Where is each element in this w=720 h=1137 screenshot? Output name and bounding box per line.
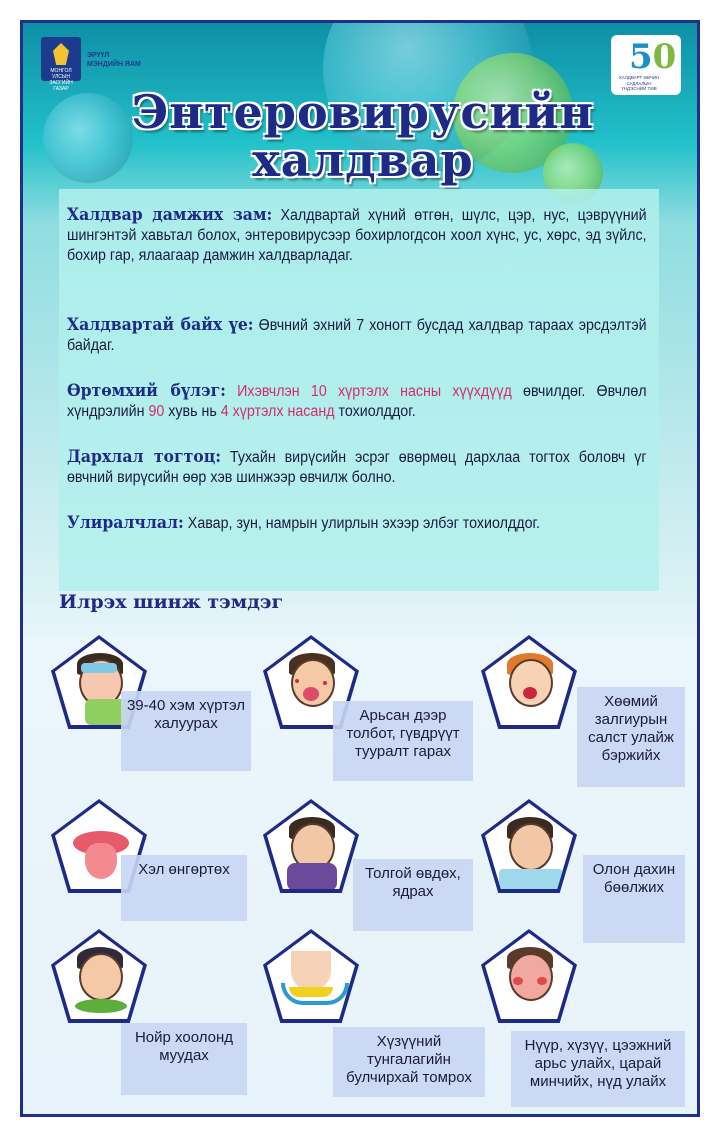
symptom-label: Олон дахин бөөлжих <box>583 855 685 943</box>
info-text: Тухайн вирүсийн эсрэг өвөрмөц дархлаа тогтох боловч үг өвчний вирүсийн өөр хэв шинжээр өвчилж болно. <box>67 449 647 486</box>
page-title-line-1: Энтеровирусийн <box>131 85 595 139</box>
info-label: Улиралчлал: <box>67 513 184 533</box>
poster-frame <box>20 20 700 1117</box>
info-text: тохиолддог. <box>334 403 416 420</box>
ministry-name: ЭРҮҮЛ МЭНДИЙН ЯАМ <box>87 52 141 68</box>
sore-throat-child-icon <box>481 635 577 729</box>
symptom-label: Толгой өвдөх, ядрах <box>353 859 473 931</box>
symptom-label: Хэл өнгөртөх <box>121 855 247 921</box>
info-highlight: 4 хүртэлх насанд <box>220 403 335 420</box>
vomiting-boy-icon <box>481 799 577 893</box>
info-label: Өртөмхий бүлэг: <box>67 381 226 401</box>
info-transmission <box>67 205 647 266</box>
red-face-woman-icon <box>481 929 577 1023</box>
info-text: өвчилдөг. Өвчлөл хүндрэлийн <box>67 383 647 420</box>
info-text: Хавар, зун, намрын улирлын эхээр элбэг тохиолддог. <box>183 515 540 532</box>
symptoms-heading: Илрэх шинж тэмдэг <box>59 591 284 613</box>
anniversary-digit-5: 5 <box>629 37 653 77</box>
symptom-label: 39-40 хэм хүртэл халуурах <box>121 691 251 771</box>
symptom-label: Хүзүүний тунгалагийн булчирхай томрох <box>333 1027 485 1097</box>
info-risk-group <box>67 381 647 422</box>
info-text: Халдвартай хүний өтгөн, шүлс, цэр, нус, цэврүүний шингэнтэй хавьтал болох, энтеровирусээр бохирлогдсон хоол хүнс, ус, хөрс, эд зүйлс, бохир гар, ялаагаар дамжин халдварладаг. <box>67 207 647 264</box>
swollen-neck-icon <box>263 929 359 1023</box>
anniversary-caption: ХАЛДВАРТ ӨВЧИН СУДЛАЛЫН ҮНДЭСНИЙ ТӨВ <box>618 75 660 91</box>
info-highlight: 90 <box>148 403 165 420</box>
headache-woman-icon <box>263 799 359 893</box>
poor-appetite-boy-icon <box>51 929 147 1023</box>
gov-logo-caption: МОНГОЛ УЛСЫН ЗАСГИЙН ГАЗАР <box>49 68 73 92</box>
info-label: Дархлал тогтоц: <box>67 447 222 467</box>
soyombo-emblem-icon <box>53 43 69 65</box>
page-title-line-2: халдвар <box>252 133 474 187</box>
info-text: Өвчний эхний 7 хоногт бусдад халдвар тараах эрсдэлтэй байдаг. <box>67 317 647 354</box>
anniversary-logo <box>611 35 681 95</box>
symptom-label: Хөөмий залгиурын салст улайж бэржийх <box>577 687 685 787</box>
info-label: Халдвартай байх үе: <box>67 315 254 335</box>
info-seasonality <box>67 513 647 534</box>
info-immunity <box>67 447 647 488</box>
anniversary-digit-0: 0 <box>652 37 677 77</box>
symptom-label: Нүүр, хүзүү, цээжний арьс улайх, царай минчийх, нүд улайх <box>511 1031 685 1107</box>
info-text: хувь нь <box>164 403 221 420</box>
symptom-label: Арьсан дээр толбот, гүвдрүүт тууралт гарах <box>333 701 473 781</box>
info-contagious-period <box>67 315 647 356</box>
info-label: Халдвар дамжих зам: <box>67 205 273 225</box>
info-highlight: Ихэвчлэн 10 хүртэлх насны хүүхдүүд <box>225 383 512 400</box>
government-logo <box>41 37 81 92</box>
symptom-label: Нойр хоолонд муудах <box>121 1023 247 1095</box>
anniversary-number <box>629 37 676 77</box>
